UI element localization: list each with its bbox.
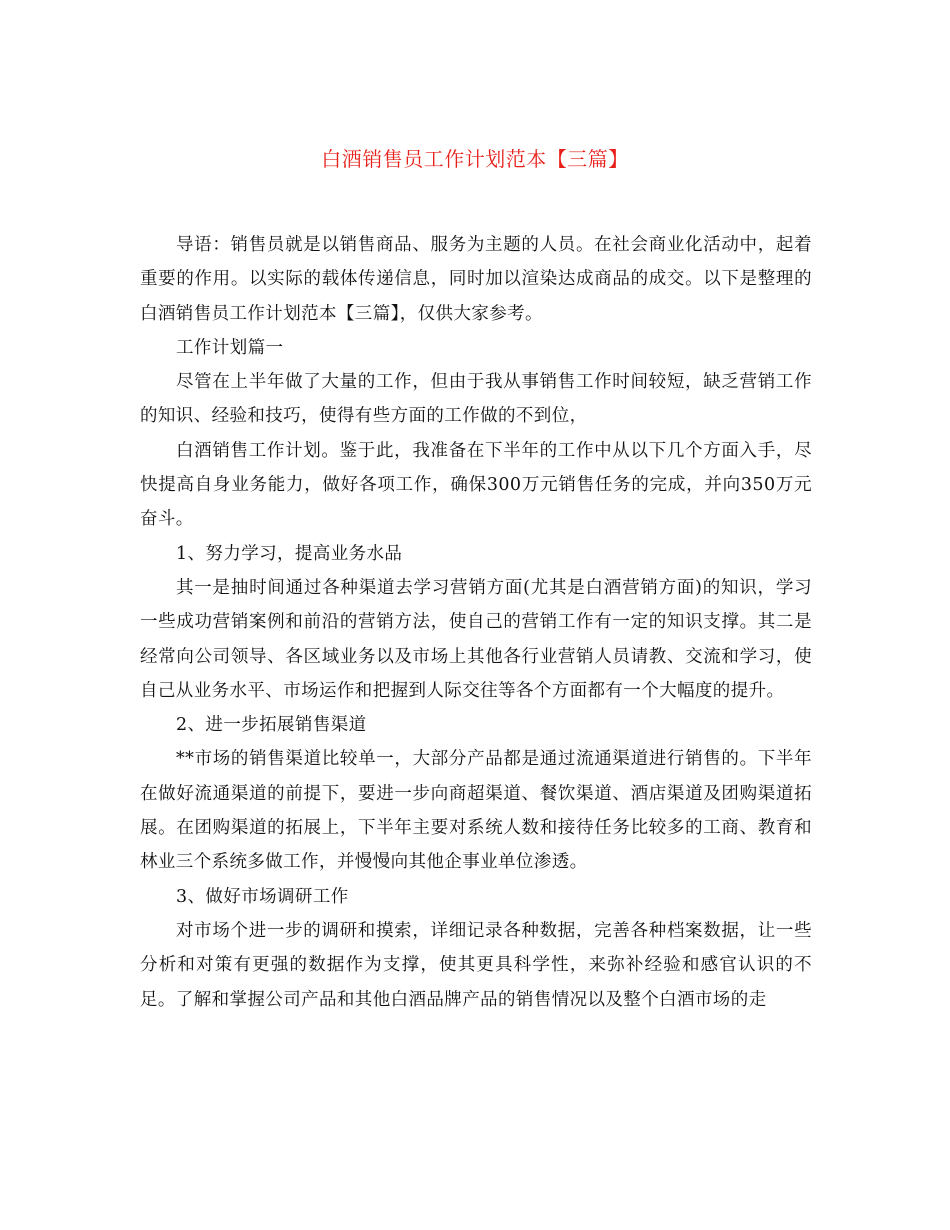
section-heading-plan-one: 工作计划篇一 [176, 337, 284, 358]
paragraph: **市场的销售渠道比较单一，大部分产品都是通过流通渠道进行销售的。下半年在做好流通渠道的前提下，要进一步向商超渠道、餐饮渠道、酒店渠道及团购渠道拓展。在团购渠道的拓展上，下半年主要对系统人数和接待任务比较多的工商、教育和林业三个系统多做工作，并慢慢向其他企事业单位渗透。 [140, 749, 812, 873]
paragraph-intro: 导语：销售员就是以销售商品、服务为主题的人员。在社会商业化活动中，起着重要的作用。以实际的载体传递信息，同时加以渲染达成商品的成交。以下是整理的白酒销售员工作计划范本【三篇】，仅供大家参考。 [140, 235, 812, 324]
paragraph: 其一是抽时间通过各种渠道去学习营销方面(尤其是白酒营销方面)的知识，学习一些成功营销案例和前沿的营销方法，使自己的营销工作有一定的知识支撑。其二是经常向公司领导、各区域业务以及市场上其他各行业营销人员请教、交流和学习，使自己从业务水平、市场运作和把握到人际交往等各个方面都有一个大幅度的提升。 [140, 577, 812, 701]
document-body [140, 228, 812, 1017]
item-heading-1: 1、努力学习，提高业务水品 [176, 543, 403, 564]
paragraph: 白酒销售工作计划。鉴于此，我准备在下半年的工作中从以下几个方面入手，尽快提高自身业务能力，做好各项工作，确保300万元销售任务的完成，并向350万元奋斗。 [140, 440, 812, 530]
item-heading-2: 2、进一步拓展销售渠道 [176, 715, 367, 736]
document-title: 白酒销售员工作计划范本【三篇】 [321, 147, 629, 171]
item-heading-3: 3、做好市场调研工作 [176, 886, 349, 907]
paragraph: 尽管在上半年做了大量的工作，但由于我从事销售工作时间较短，缺乏营销工作的知识、经验和技巧，使得有些方面的工作做的不到位， [140, 372, 812, 427]
paragraph: 对市场个进一步的调研和摸索，详细记录各种数据，完善各种档案数据，让一些分析和对策有更强的数据作为支撑，使其更具科学性，来弥补经验和感官认识的不足。了解和掌握公司产品和其他白酒品牌产品的销售情况以及整个白酒市场的走 [140, 920, 812, 1010]
